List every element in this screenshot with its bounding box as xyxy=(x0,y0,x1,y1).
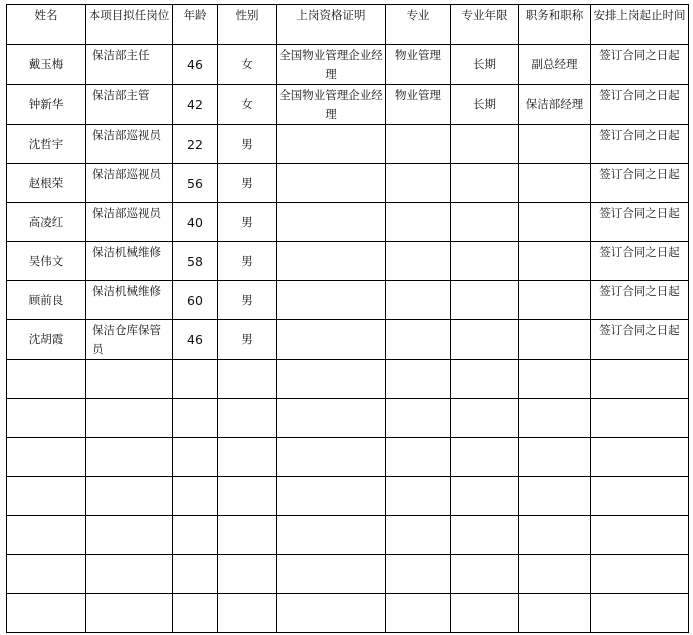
cell-gender: 女 xyxy=(218,85,277,125)
cell-post: 保洁仓库保管员 xyxy=(86,320,173,360)
cell-name: 顾前良 xyxy=(7,281,86,320)
cell-cert xyxy=(277,555,386,594)
cell-title xyxy=(519,203,591,242)
cell-gender xyxy=(218,477,277,516)
header-cert: 上岗资格证明 xyxy=(277,5,386,45)
cell-title xyxy=(519,516,591,555)
cell-post xyxy=(86,438,173,477)
cell-cert xyxy=(277,399,386,438)
cell-gender xyxy=(218,594,277,633)
cell-period xyxy=(591,399,689,438)
header-age: 年龄 xyxy=(173,5,218,45)
cell-gender xyxy=(218,399,277,438)
cell-age xyxy=(173,516,218,555)
table-row xyxy=(7,45,689,85)
cell-major xyxy=(386,594,451,633)
cell-name xyxy=(7,360,86,399)
cell-name: 钟新华 xyxy=(7,85,86,125)
cell-age: 42 xyxy=(173,85,218,125)
cell-major xyxy=(386,555,451,594)
cell-title: 保洁部经理 xyxy=(519,85,591,125)
cell-gender: 男 xyxy=(218,125,277,164)
header-years: 专业年限 xyxy=(451,5,519,45)
cell-title xyxy=(519,555,591,594)
table-row xyxy=(7,360,689,399)
cell-major xyxy=(386,438,451,477)
cell-years xyxy=(451,242,519,281)
cell-years xyxy=(451,399,519,438)
cell-period: 签订合同之日起 xyxy=(591,164,689,203)
table-row xyxy=(7,203,689,242)
table-row xyxy=(7,242,689,281)
cell-cert xyxy=(277,242,386,281)
cell-age xyxy=(173,555,218,594)
cell-years xyxy=(451,125,519,164)
cell-gender: 女 xyxy=(218,45,277,85)
cell-age xyxy=(173,438,218,477)
cell-title xyxy=(519,438,591,477)
cell-name: 赵根荣 xyxy=(7,164,86,203)
cell-title xyxy=(519,594,591,633)
cell-name xyxy=(7,555,86,594)
cell-name: 沈哲宇 xyxy=(7,125,86,164)
table-row xyxy=(7,320,689,360)
cell-post: 保洁部主任 xyxy=(86,45,173,85)
cell-age: 56 xyxy=(173,164,218,203)
cell-post xyxy=(86,555,173,594)
cell-major xyxy=(386,399,451,438)
cell-major xyxy=(386,125,451,164)
cell-gender: 男 xyxy=(218,203,277,242)
cell-years xyxy=(451,360,519,399)
cell-years: 长期 xyxy=(451,45,519,85)
cell-title xyxy=(519,125,591,164)
table-row xyxy=(7,125,689,164)
table-row xyxy=(7,164,689,203)
staff-table xyxy=(6,4,689,633)
cell-age: 40 xyxy=(173,203,218,242)
cell-years xyxy=(451,594,519,633)
cell-title xyxy=(519,399,591,438)
cell-title xyxy=(519,477,591,516)
cell-period: 签订合同之日起 xyxy=(591,320,689,360)
table-row xyxy=(7,399,689,438)
cell-major xyxy=(386,203,451,242)
cell-post: 保洁部巡视员 xyxy=(86,125,173,164)
cell-name: 吴伟文 xyxy=(7,242,86,281)
cell-major xyxy=(386,320,451,360)
cell-years xyxy=(451,516,519,555)
cell-post: 保洁机械维修 xyxy=(86,281,173,320)
cell-name xyxy=(7,594,86,633)
cell-major: 物业管理 xyxy=(386,85,451,125)
header-row xyxy=(7,5,689,45)
cell-age: 60 xyxy=(173,281,218,320)
header-gender: 性别 xyxy=(218,5,277,45)
cell-post xyxy=(86,399,173,438)
cell-period xyxy=(591,555,689,594)
cell-post xyxy=(86,360,173,399)
cell-major xyxy=(386,164,451,203)
cell-period: 签订合同之日起 xyxy=(591,203,689,242)
cell-name xyxy=(7,477,86,516)
cell-post xyxy=(86,594,173,633)
cell-period xyxy=(591,438,689,477)
cell-age: 46 xyxy=(173,320,218,360)
table-row xyxy=(7,594,689,633)
cell-major xyxy=(386,281,451,320)
cell-gender xyxy=(218,555,277,594)
cell-post xyxy=(86,477,173,516)
cell-period xyxy=(591,516,689,555)
cell-cert xyxy=(277,164,386,203)
cell-period: 签订合同之日起 xyxy=(591,45,689,85)
cell-name: 沈胡霞 xyxy=(7,320,86,360)
table-row xyxy=(7,438,689,477)
cell-post: 保洁部主管 xyxy=(86,85,173,125)
cell-years xyxy=(451,203,519,242)
table-row xyxy=(7,281,689,320)
header-post: 本项目拟任岗位 xyxy=(86,5,173,45)
header-period: 安排上岗起止时间 xyxy=(591,5,689,45)
cell-cert xyxy=(277,125,386,164)
cell-title xyxy=(519,360,591,399)
cell-title xyxy=(519,320,591,360)
cell-years xyxy=(451,320,519,360)
cell-period xyxy=(591,360,689,399)
table-row xyxy=(7,516,689,555)
cell-cert xyxy=(277,594,386,633)
cell-major xyxy=(386,360,451,399)
cell-gender: 男 xyxy=(218,242,277,281)
cell-years xyxy=(451,438,519,477)
cell-name xyxy=(7,516,86,555)
cell-age xyxy=(173,360,218,399)
cell-years: 长期 xyxy=(451,85,519,125)
header-name: 姓名 xyxy=(7,5,86,45)
cell-age xyxy=(173,399,218,438)
table-row xyxy=(7,477,689,516)
cell-years xyxy=(451,477,519,516)
cell-title xyxy=(519,281,591,320)
cell-gender xyxy=(218,516,277,555)
cell-title: 副总经理 xyxy=(519,45,591,85)
cell-age xyxy=(173,477,218,516)
cell-cert: 全国物业管理企业经理 xyxy=(277,85,386,125)
cell-post xyxy=(86,516,173,555)
cell-period: 签订合同之日起 xyxy=(591,85,689,125)
cell-period: 签订合同之日起 xyxy=(591,281,689,320)
cell-years xyxy=(451,555,519,594)
cell-cert xyxy=(277,438,386,477)
cell-post: 保洁部巡视员 xyxy=(86,203,173,242)
cell-period xyxy=(591,477,689,516)
cell-age: 22 xyxy=(173,125,218,164)
cell-age: 46 xyxy=(173,45,218,85)
cell-name xyxy=(7,399,86,438)
cell-cert xyxy=(277,516,386,555)
cell-gender: 男 xyxy=(218,164,277,203)
cell-name: 高凌红 xyxy=(7,203,86,242)
cell-gender xyxy=(218,438,277,477)
cell-age xyxy=(173,594,218,633)
cell-post: 保洁机械维修 xyxy=(86,242,173,281)
cell-title xyxy=(519,242,591,281)
cell-major xyxy=(386,477,451,516)
table-body xyxy=(7,45,689,633)
cell-cert: 全国物业管理企业经理 xyxy=(277,45,386,85)
header-major: 专业 xyxy=(386,5,451,45)
cell-cert xyxy=(277,203,386,242)
cell-major: 物业管理 xyxy=(386,45,451,85)
cell-period: 签订合同之日起 xyxy=(591,125,689,164)
cell-post: 保洁部巡视员 xyxy=(86,164,173,203)
cell-gender: 男 xyxy=(218,320,277,360)
cell-gender: 男 xyxy=(218,281,277,320)
cell-years xyxy=(451,281,519,320)
cell-cert xyxy=(277,320,386,360)
cell-gender xyxy=(218,360,277,399)
cell-title xyxy=(519,164,591,203)
cell-cert xyxy=(277,477,386,516)
cell-years xyxy=(451,164,519,203)
cell-age: 58 xyxy=(173,242,218,281)
cell-name xyxy=(7,438,86,477)
cell-major xyxy=(386,242,451,281)
cell-major xyxy=(386,516,451,555)
table-row xyxy=(7,555,689,594)
cell-period: 签订合同之日起 xyxy=(591,242,689,281)
header-title: 职务和职称 xyxy=(519,5,591,45)
cell-name: 戴玉梅 xyxy=(7,45,86,85)
cell-cert xyxy=(277,281,386,320)
cell-cert xyxy=(277,360,386,399)
table-row xyxy=(7,85,689,125)
cell-period xyxy=(591,594,689,633)
